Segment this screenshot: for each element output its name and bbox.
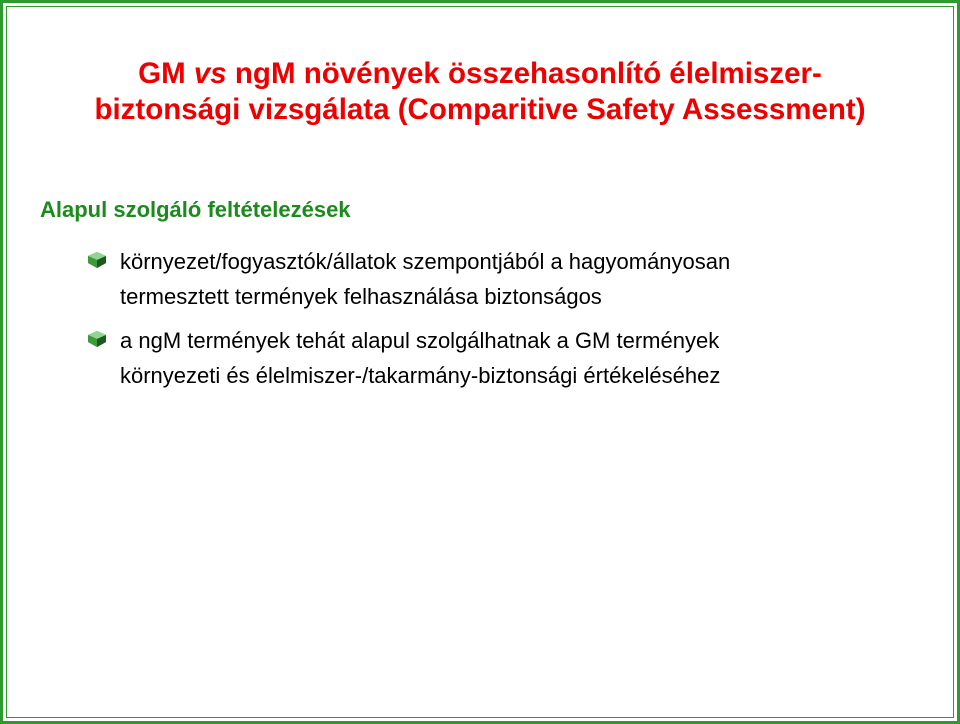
bullet-text-1 <box>120 244 920 314</box>
bullet-2-line-1: a ngM termények tehát alapul szolgálhatnak a GM termények <box>120 328 720 353</box>
title-line-2: biztonsági vizsgálata (Comparitive Safety Assessment) <box>94 93 866 126</box>
slide-title <box>30 56 930 128</box>
bullet-2-line-2: környezeti és élelmiszer-/takarmány-biztonsági értékeléséhez <box>120 363 721 388</box>
bullet-text-2 <box>120 323 920 393</box>
section-subheading: Alapul szolgáló feltételezések <box>40 197 351 222</box>
title-text-vs: vs <box>193 57 227 90</box>
bullet-1-line-1: környezet/fogyasztók/állatok szempontjából a hagyományosan <box>120 249 731 274</box>
green-gem-bullet-icon <box>88 331 106 347</box>
bullet-1-line-2: termesztett termények felhasználása biztonságos <box>120 284 602 309</box>
green-gem-bullet-icon <box>88 252 106 268</box>
title-line-1 <box>30 56 930 92</box>
title-text-rest: ngM növények összehasonlító élelmiszer- <box>226 57 822 90</box>
title-text-gm: GM <box>138 57 194 90</box>
